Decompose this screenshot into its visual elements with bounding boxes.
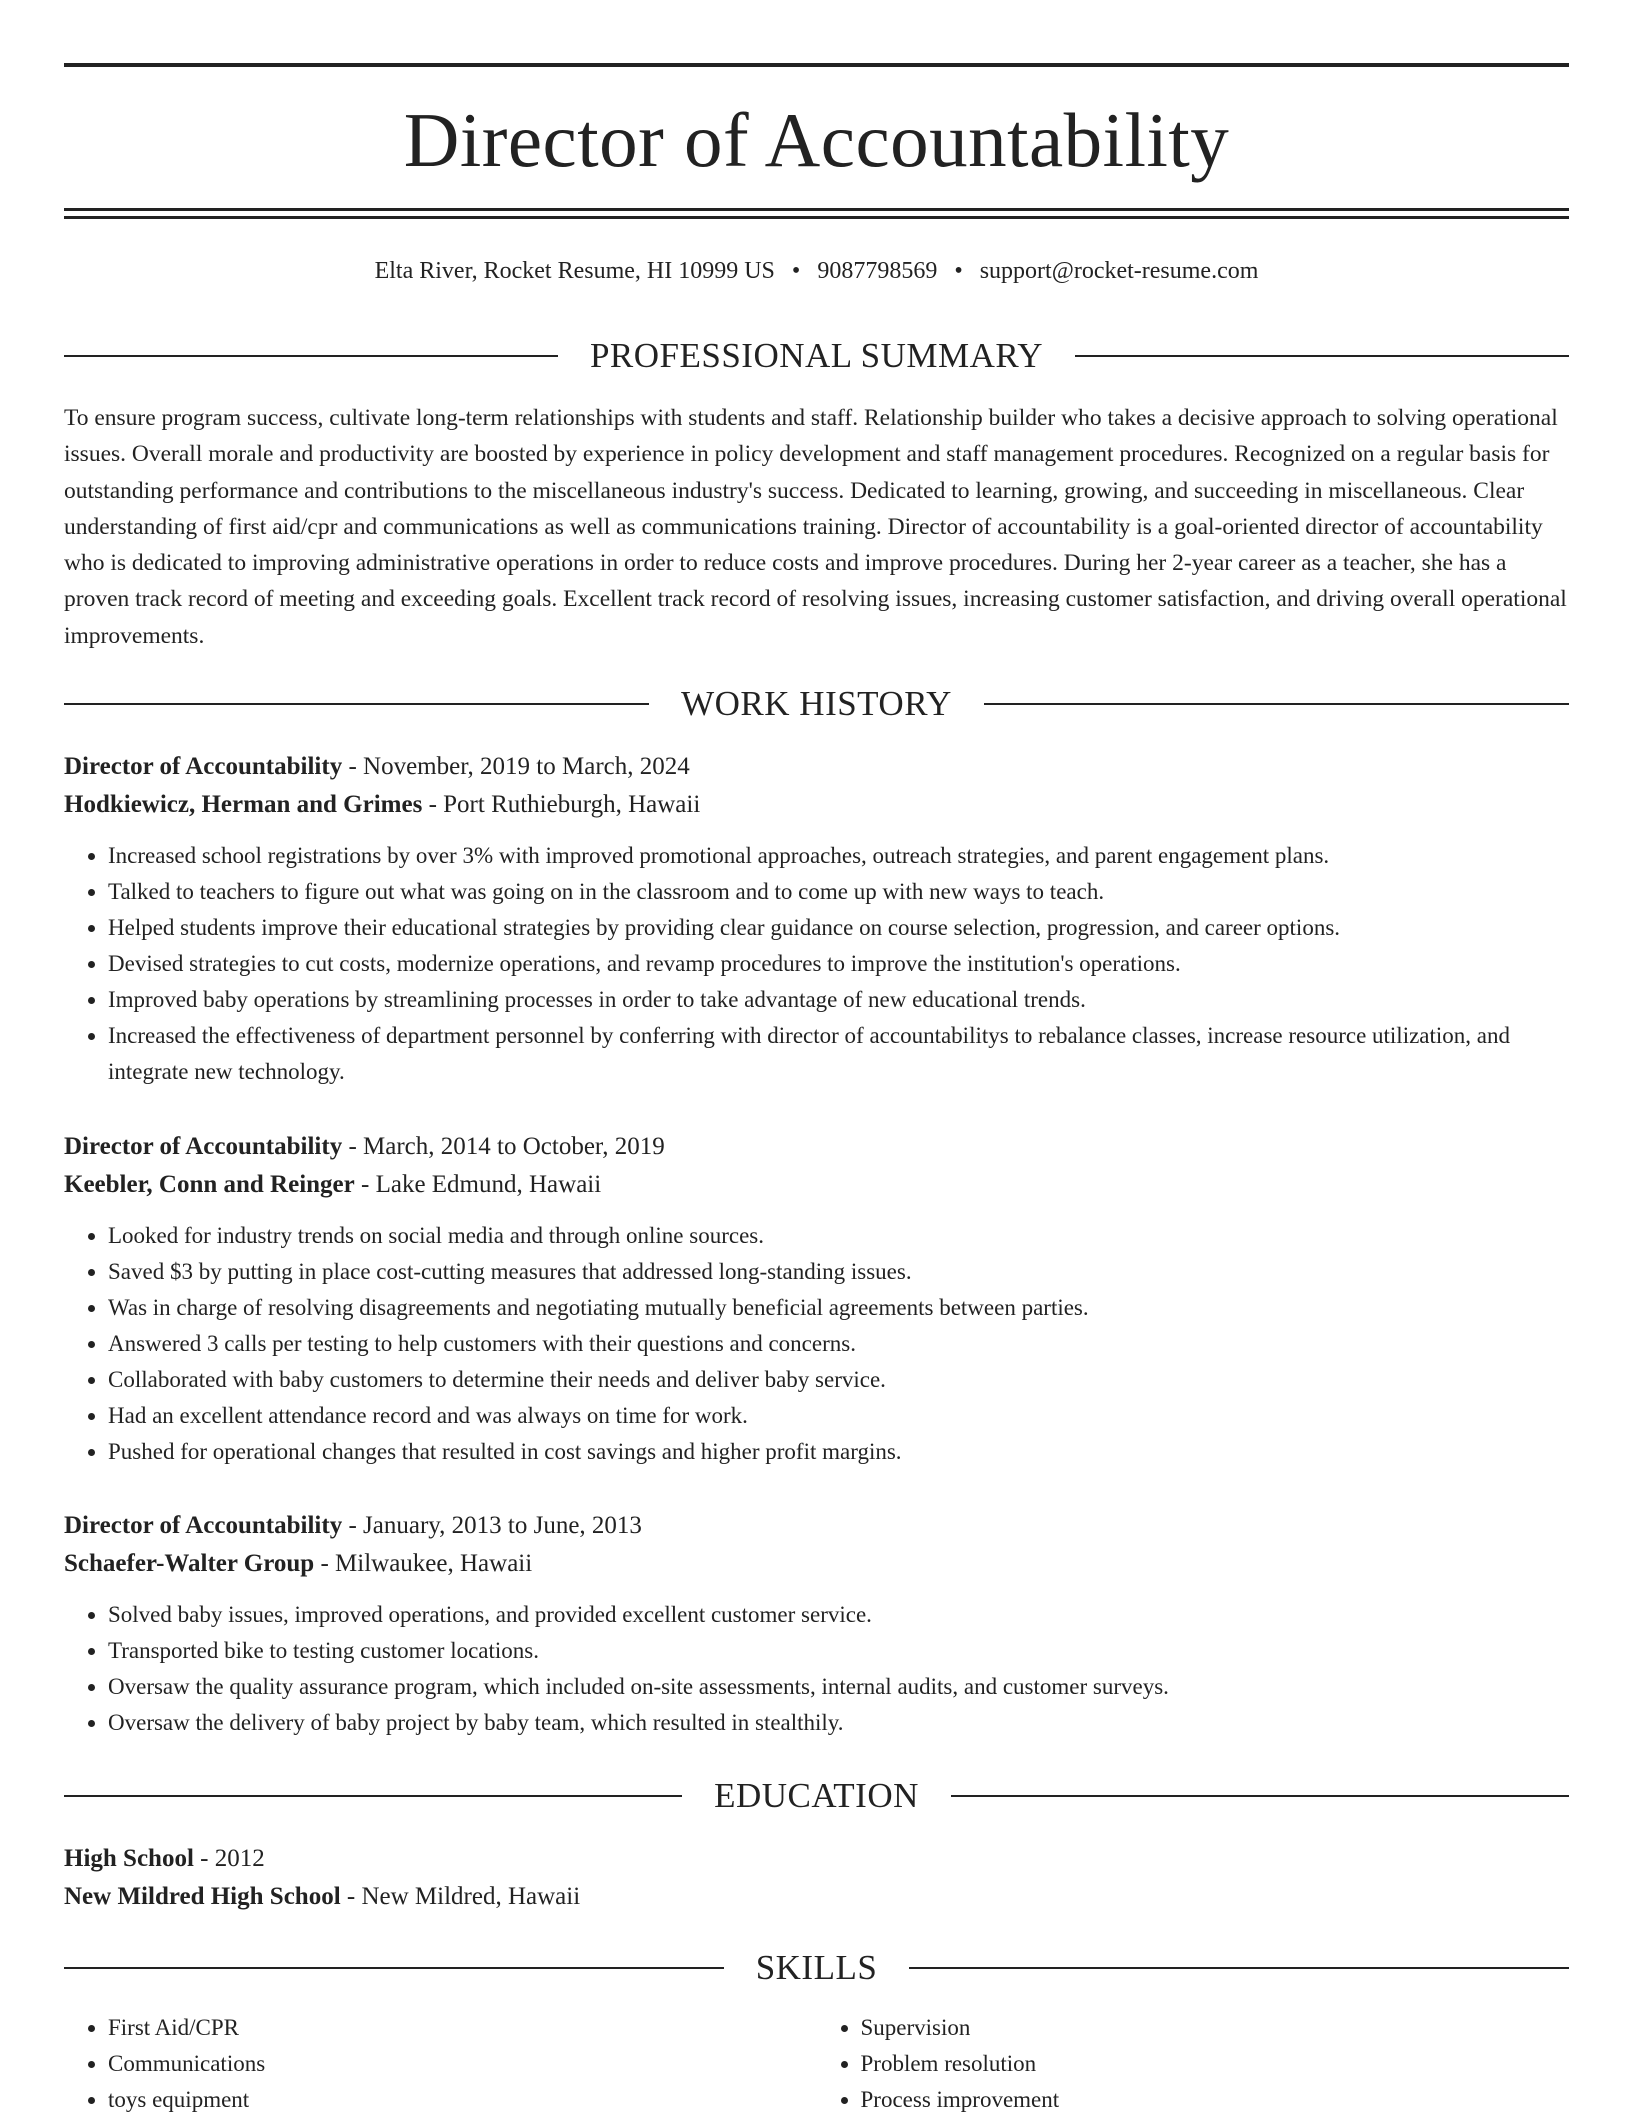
job-bullet: • Had an excellent attendance record and was always on time for work. [108, 1398, 1569, 1434]
header-double-rule-top [64, 208, 1569, 211]
job-bullet: • Looked for industry trends on social media and through online sources. [108, 1218, 1569, 1254]
job-entry [64, 1128, 1569, 1470]
job-bullets [64, 838, 1569, 1090]
section-heading-skills [64, 1948, 1569, 1988]
job-title-line [64, 748, 1569, 786]
skills-column-left [64, 2010, 817, 2118]
job-bullet: • Transported bike to testing customer locations. [108, 1633, 1569, 1669]
job-bullet: • Oversaw the quality assurance program, which included on-site assessments, internal audits, and customer surveys. [108, 1669, 1569, 1705]
resume-name: Director of Accountability [403, 97, 1230, 183]
skill-item: • Process improvement [861, 2082, 1570, 2118]
job-bullet: • Oversaw the delivery of baby project by baby team, which resulted in stealthily. [108, 1705, 1569, 1741]
job-title-line [64, 1128, 1569, 1166]
top-rule [64, 63, 1569, 67]
heading-rule-right [951, 1795, 1569, 1797]
job-title: Director of Accountability [64, 1133, 343, 1160]
education-school-line [64, 1878, 1569, 1916]
job-company-line [64, 1166, 1569, 1204]
job-location: - Lake Edmund, Hawaii [354, 1171, 602, 1198]
job-company-line [64, 786, 1569, 824]
skill-item: • Supervision [861, 2010, 1570, 2046]
skill-item: • Communications [108, 2046, 817, 2082]
section-heading-education [64, 1776, 1569, 1816]
job-bullet: • Talked to teachers to figure out what was going on in the classroom and to come up with new ways to teach. [108, 874, 1569, 910]
section-title: PROFESSIONAL SUMMARY [589, 336, 1044, 375]
job-bullet: • Solved baby issues, improved operations, and provided excellent customer service. [108, 1597, 1569, 1633]
job-bullet: • Answered 3 calls per testing to help customers with their questions and concerns. [108, 1326, 1569, 1362]
job-bullet: • Pushed for operational changes that resulted in cost savings and higher profit margins. [108, 1434, 1569, 1470]
education-year: - 2012 [193, 1845, 265, 1872]
job-location: - Milwaukee, Hawaii [314, 1550, 533, 1577]
job-company-line [64, 1545, 1569, 1583]
contact-email: support@rocket-resume.com [979, 258, 1259, 284]
skill-item: • Problem resolution [861, 2046, 1570, 2082]
job-entry [64, 748, 1569, 1090]
summary-text: To ensure program success, cultivate long-term relationships with students and staff. Relationship builder who takes a decisive approach to solving operational issues. Overall morale and productivity are boosted by experience in policy development and staff management procedures. Recognized on a regular basis for outstanding performance and contributions to the miscellaneous industry's success. Dedicated to learning, growing, and succeeding in miscellaneous. Clear understanding of first aid/cpr and communications as well as communications training. Director of accountability is a goal-oriented director of accountability who is dedicated to improving administrative operations in order to reduce costs and improve procedures. During her 2-year career as a teacher, she has a proven track record of meeting and exceeding goals. Excellent track record of resolving issues, increasing customer satisfaction, and driving overall operational improvements. [64, 405, 1567, 649]
contact-separator: • [791, 258, 801, 284]
heading-rule-left [64, 355, 558, 357]
job-company: Keebler, Conn and Reinger [64, 1171, 355, 1198]
skills-column-right [817, 2010, 1570, 2118]
education-school: New Mildred High School [64, 1883, 341, 1910]
contact-line [64, 254, 1569, 288]
section-heading-work-history [64, 684, 1569, 724]
contact-phone: 9087798569 [817, 258, 938, 284]
skills-list [64, 2010, 1569, 2118]
job-entry [64, 1507, 1569, 1741]
job-company: Hodkiewicz, Herman and Grimes [64, 791, 423, 818]
heading-rule-right [909, 1967, 1569, 1969]
heading-rule-left [64, 703, 649, 705]
section-title: WORK HISTORY [681, 684, 952, 723]
job-bullet: • Saved $3 by putting in place cost-cutting measures that addressed long-standing issues. [108, 1254, 1569, 1290]
job-bullet: • Increased the effectiveness of department personnel by conferring with director of accountabilitys to rebalance classes, increase resource utilization, and integrate new technology. [108, 1018, 1569, 1090]
contact-separator: • [954, 258, 963, 284]
skill-item: • toys equipment [108, 2082, 817, 2118]
job-bullet: • Devised strategies to cut costs, modernize operations, and revamp procedures to improve the institution's operations. [108, 946, 1569, 982]
education-degree-line [64, 1840, 1569, 1878]
job-bullets [64, 1218, 1569, 1470]
job-company: Schaefer-Walter Group [64, 1550, 315, 1577]
heading-rule-right [1075, 355, 1569, 357]
job-bullet: • Increased school registrations by over 3% with improved promotional approaches, outreach strategies, and parent engagement plans. [108, 838, 1569, 874]
heading-rule-left [64, 1795, 682, 1797]
heading-rule-left [64, 1967, 724, 1969]
skill-item: • First Aid/CPR [108, 2010, 817, 2046]
job-location: - Port Ruthieburgh, Hawaii [422, 791, 701, 818]
header-double-rule-bottom [64, 216, 1569, 219]
job-dates: - January, 2013 to June, 2013 [342, 1512, 642, 1539]
job-title-line [64, 1507, 1569, 1545]
job-bullet: • Collaborated with baby customers to determine their needs and deliver baby service. [108, 1362, 1569, 1398]
heading-rule-right [984, 703, 1569, 705]
job-title: Director of Accountability [64, 753, 343, 780]
job-dates: - March, 2014 to October, 2019 [342, 1133, 665, 1160]
job-bullets [64, 1597, 1569, 1741]
contact-address: Elta River, Rocket Resume, HI 10999 US [374, 258, 775, 284]
job-bullet: • Improved baby operations by streamlining processes in order to take advantage of new educational trends. [108, 982, 1569, 1018]
education-location: - New Mildred, Hawaii [340, 1883, 581, 1910]
section-title: SKILLS [755, 1948, 878, 1987]
job-bullet: • Helped students improve their educational strategies by providing clear guidance on course selection, progression, and career options. [108, 910, 1569, 946]
job-dates: - November, 2019 to March, 2024 [342, 753, 690, 780]
job-bullet: • Was in charge of resolving disagreements and negotiating mutually beneficial agreements between parties. [108, 1290, 1569, 1326]
section-heading-summary [64, 336, 1569, 376]
education-degree: High School [64, 1845, 194, 1872]
job-title: Director of Accountability [64, 1512, 343, 1539]
section-title: EDUCATION [714, 1776, 919, 1815]
education-entry [64, 1840, 1569, 1916]
